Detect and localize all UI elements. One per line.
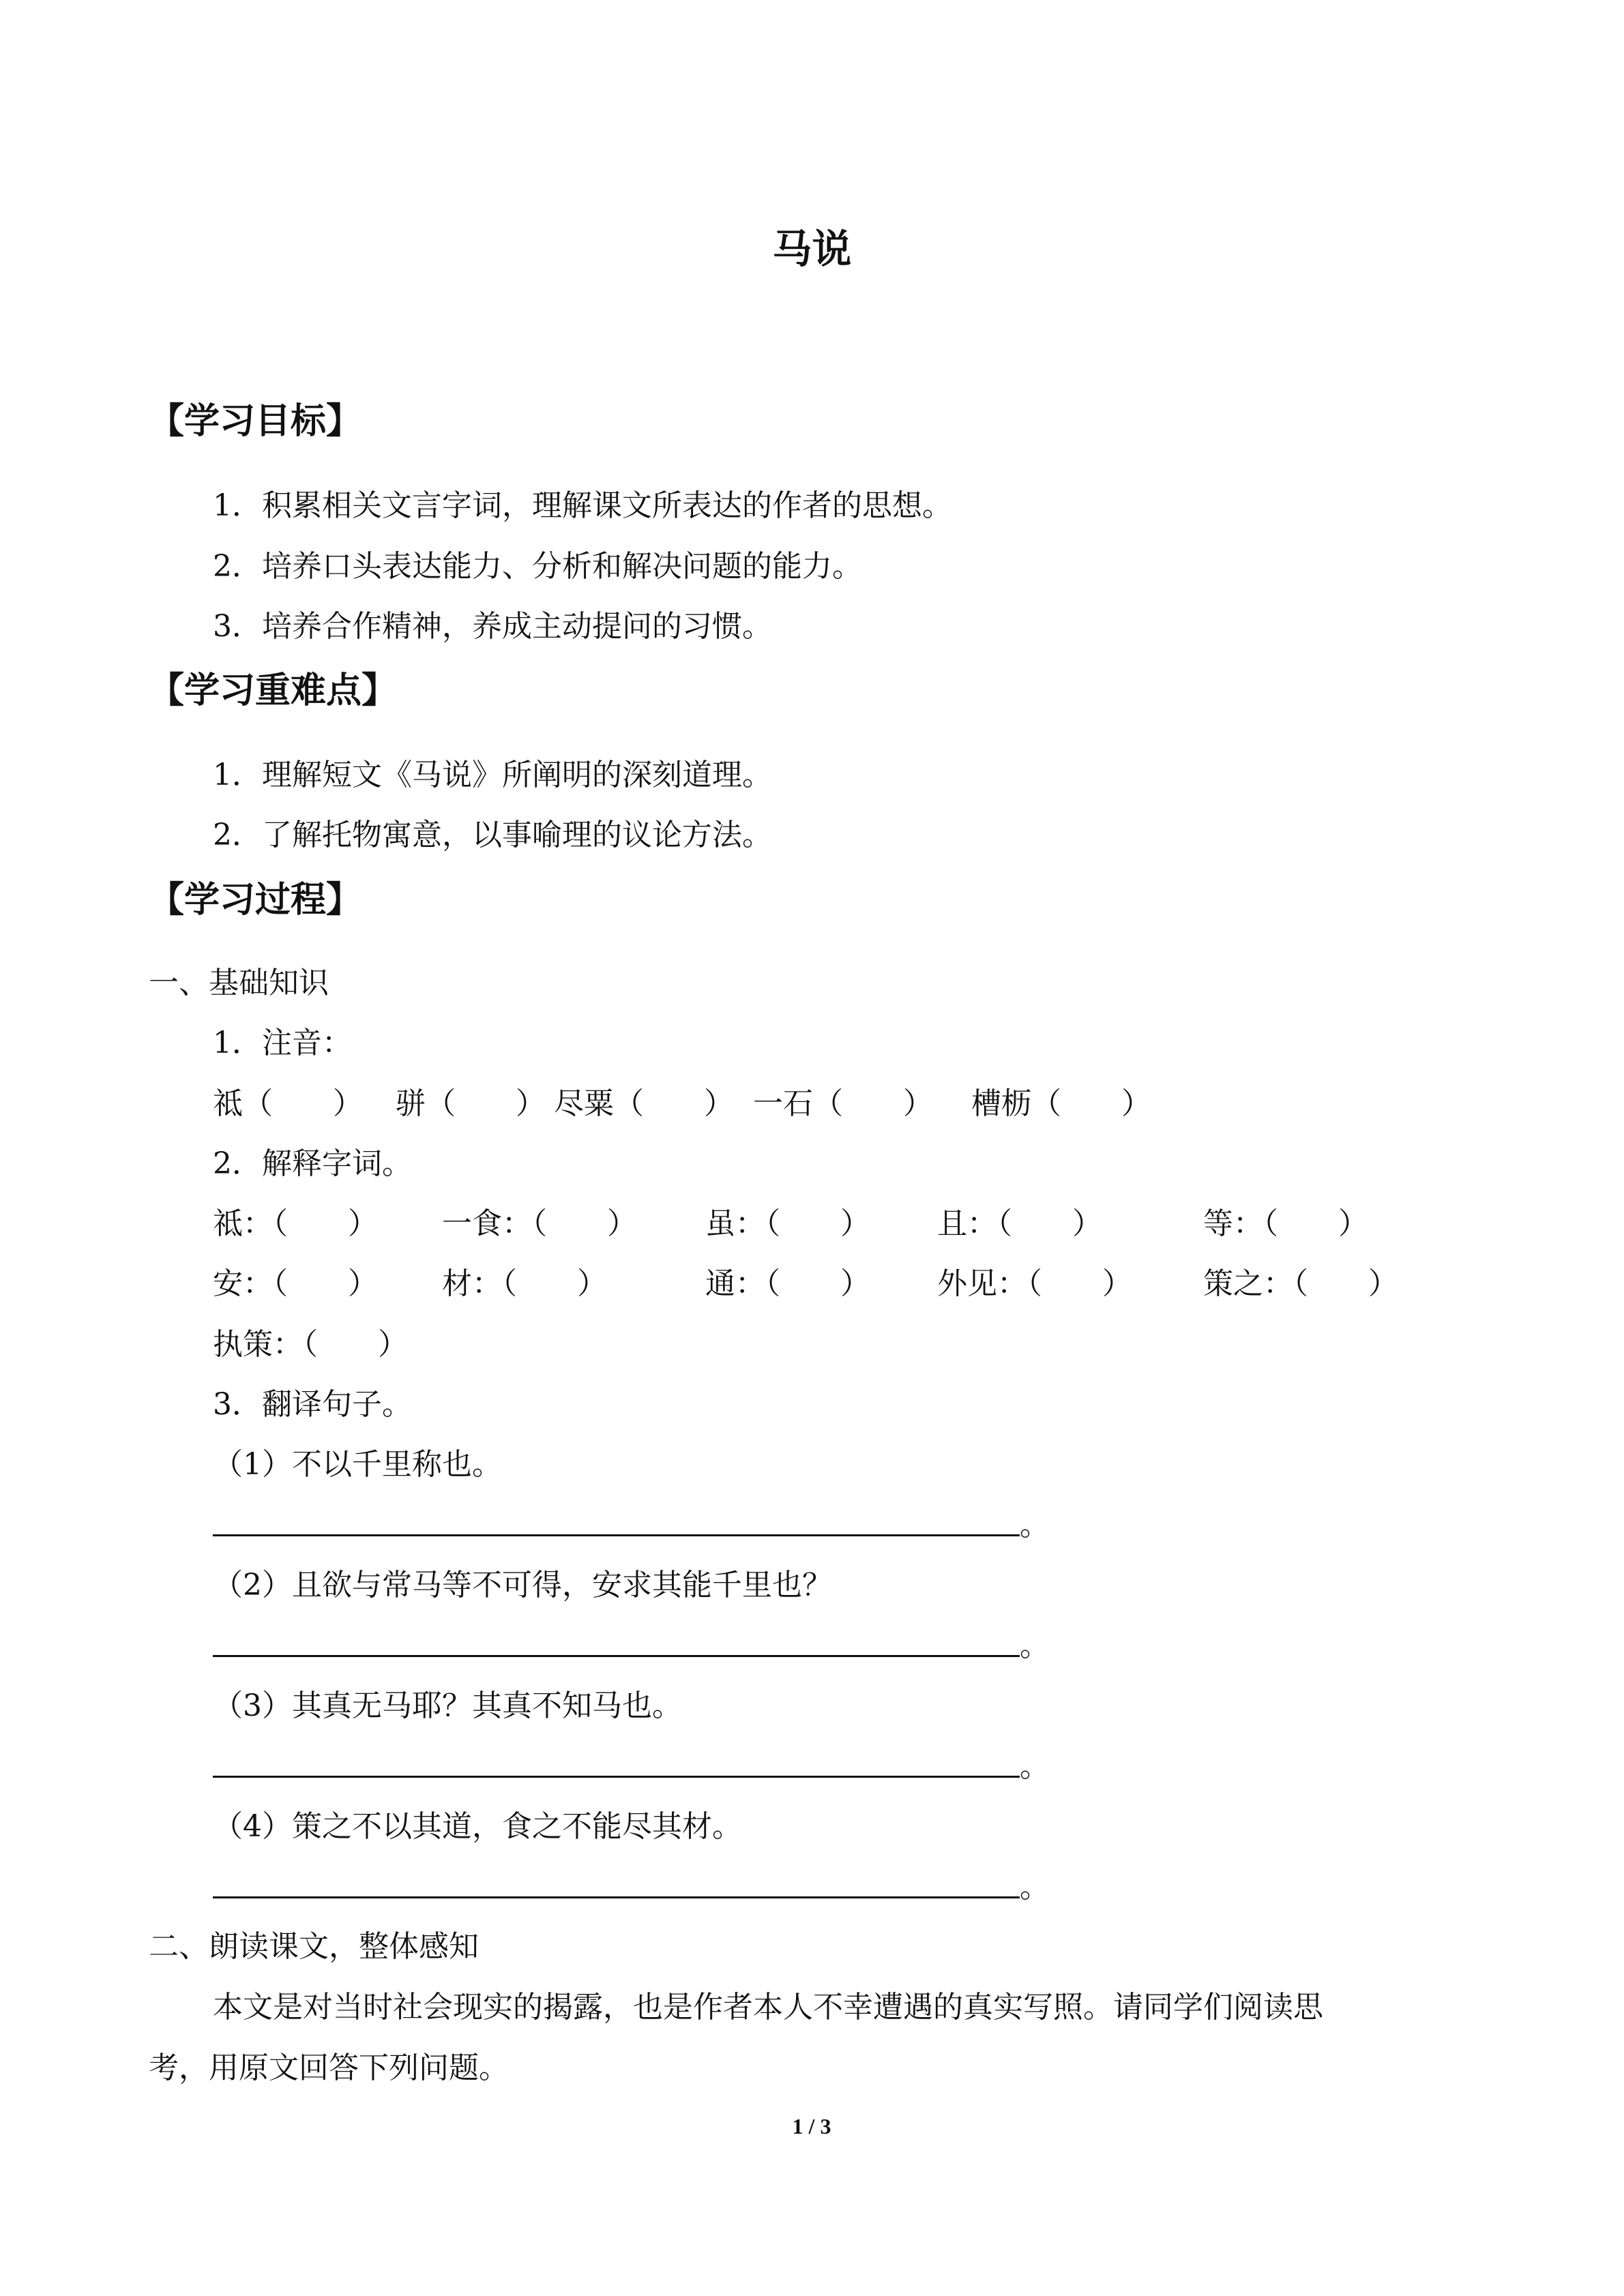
pinyin-item[interactable]: 尽粟（ ） <box>554 1086 734 1121</box>
word-item[interactable]: 虽：（ ） <box>705 1206 870 1241</box>
page-title: 马说 <box>772 226 852 272</box>
sentence-item: （4）策之不以其道，食之不能尽其材。 <box>213 1809 742 1844</box>
answer-line[interactable] <box>213 1534 1020 1536</box>
pinyin-item[interactable]: 骈（ ） <box>396 1086 546 1121</box>
pinyin-item[interactable]: 一石（ ） <box>753 1086 933 1121</box>
section-heading-key-points: 【学习重难点】 <box>149 670 398 711</box>
word-item[interactable]: 等：（ ） <box>1203 1206 1368 1241</box>
section-heading-goals: 【学习目标】 <box>149 401 362 442</box>
answer-line[interactable] <box>213 1776 1020 1778</box>
word-item[interactable]: 材：（ ） <box>442 1266 607 1301</box>
answer-line[interactable] <box>213 1655 1020 1657</box>
key-point-item: 1．理解短文《马说》所阐明的深刻道理。 <box>213 758 772 792</box>
paragraph-line: 考，用原文回答下列问题。 <box>149 2051 509 2085</box>
pinyin-item[interactable]: 祗（ ） <box>213 1086 363 1121</box>
key-point-item: 2．了解托物寓意，以事喻理的议论方法。 <box>213 818 772 852</box>
part2-heading: 二、朗读课文，整体感知 <box>149 1929 479 1964</box>
q3-label: 3．翻译句子。 <box>213 1387 412 1422</box>
paragraph-line: 本文是对当时社会现实的揭露，也是作者本人不幸遭遇的真实写照。请同学们阅读思 <box>213 1990 1323 2025</box>
section-heading-process: 【学习过程】 <box>149 880 362 921</box>
pinyin-item[interactable]: 槽枥（ ） <box>971 1086 1151 1121</box>
word-item[interactable]: 安：（ ） <box>213 1266 378 1301</box>
answer-end-mark: 。 <box>1020 1749 1050 1784</box>
sentence-item: （3）其真无马耶？其真不知马也。 <box>213 1688 682 1723</box>
word-item[interactable]: 策之：（ ） <box>1203 1266 1398 1301</box>
q1-label: 1．注音： <box>213 1026 352 1060</box>
word-item[interactable]: 外见：（ ） <box>937 1266 1132 1301</box>
goal-item: 2．培养口头表达能力、分析和解决问题的能力。 <box>213 549 862 584</box>
word-item[interactable]: 一食：（ ） <box>442 1206 637 1241</box>
answer-end-mark: 。 <box>1020 1628 1050 1663</box>
page-number: 1 / 3 <box>792 2114 831 2138</box>
word-item[interactable]: 且：（ ） <box>937 1206 1102 1241</box>
answer-line[interactable] <box>213 1896 1020 1898</box>
part1-heading: 一、基础知识 <box>149 966 329 1000</box>
goal-item: 3．培养合作精神，养成主动提问的习惯。 <box>213 609 772 644</box>
q2-label: 2．解释字词。 <box>213 1146 412 1181</box>
word-item[interactable]: 祗：（ ） <box>213 1206 378 1241</box>
answer-end-mark: 。 <box>1020 1508 1050 1542</box>
sentence-item: （1）不以千里称也。 <box>213 1447 502 1482</box>
word-item[interactable]: 执策：（ ） <box>213 1327 408 1362</box>
sentence-item: （2）且欲与常马等不可得，安求其能千里也？ <box>213 1568 832 1602</box>
word-item[interactable]: 通：（ ） <box>705 1266 870 1301</box>
goal-item: 1．积累相关文言字词，理解课文所表达的作者的思想。 <box>213 488 952 523</box>
answer-end-mark: 。 <box>1020 1870 1050 1905</box>
